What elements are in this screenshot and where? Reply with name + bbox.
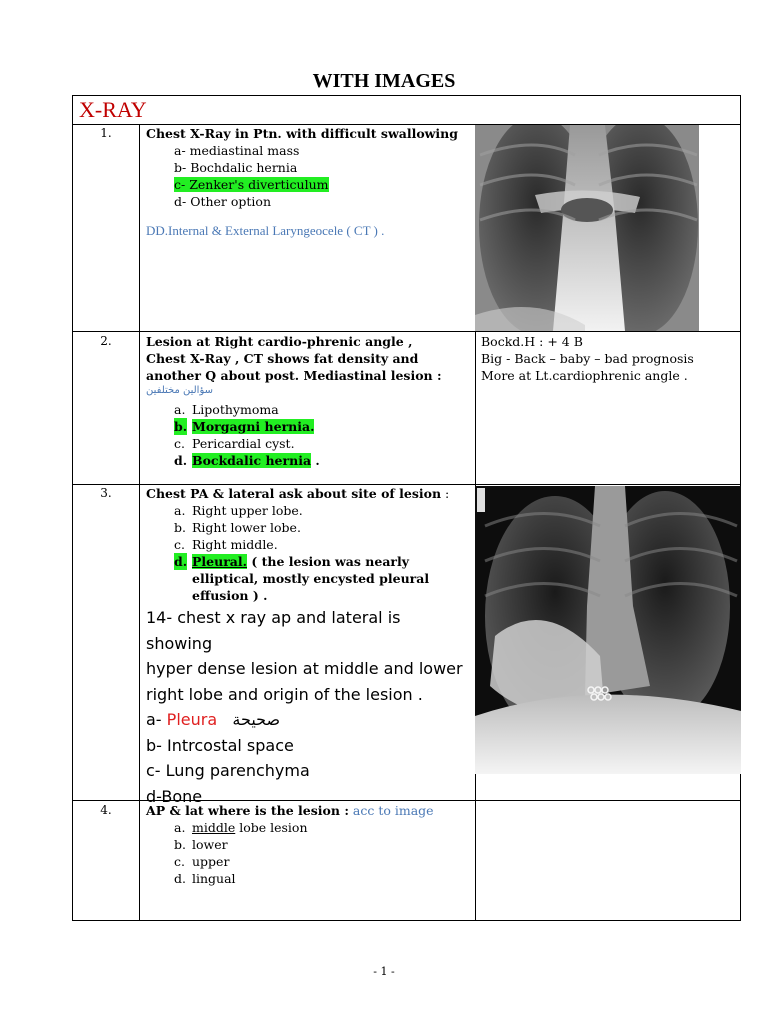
option-b-correct: b. Morgagni hernia. xyxy=(174,419,315,434)
row-number: 4. xyxy=(100,803,112,817)
option-d: d. Bockdalic hernia . xyxy=(174,453,320,468)
row-2-question-cell xyxy=(146,333,471,469)
option-c: c. upper xyxy=(174,854,230,869)
option-c: c. Pericardial cyst. xyxy=(174,436,295,451)
note-line-1: Bockd.H : + 4 B xyxy=(481,334,583,349)
option-a: a- mediastinal mass xyxy=(174,143,300,158)
question-text: AP & lat where is the lesion : xyxy=(146,803,349,818)
option-d-correct: d. Pleural. ( the lesion was nearly elliptical, mostly encysted pleural effusion ) . xyxy=(174,554,430,603)
row-number: 2. xyxy=(100,334,112,348)
alt-option-d: d-Bone xyxy=(146,786,203,806)
alt-option-b: b- Intrcostal space xyxy=(146,735,294,755)
row-1-question-cell xyxy=(146,125,471,239)
option-d: d- Other option xyxy=(174,194,271,209)
row-3-question-cell: Chest PA & lateral ask about site of lesion : a. Right upper lobe. b. Right lower lobe. c. Right middle. d. Pleural. ( the lesion was nearly elliptical, mostly encysted pleural effusion ) . 14- chest x ray ap and lateral is showing hyper dense lesion at middle and lower right lobe and origin of the lesion . a- Pleura صحيحة b- Intrcostal space c- Lung parenchyma d-Bone xyxy=(146,485,471,809)
question-line-2: Chest X-Ray , CT shows fat density and xyxy=(146,351,419,366)
row-number: 1. xyxy=(100,126,112,140)
row-divider xyxy=(73,331,740,332)
section-title: X-RAY xyxy=(79,97,147,122)
alt-question-line-1: 14- chest x ray ap and lateral is showing xyxy=(146,608,401,653)
page-number: - 1 - xyxy=(373,965,395,978)
col-divider xyxy=(139,124,140,921)
dd-note: DD.Internal & External Laryngeocele ( CT ) . xyxy=(146,223,385,238)
option-d: d. lingual xyxy=(174,871,236,886)
option-b: b. Right lower lobe. xyxy=(174,520,301,535)
option-a: a. middle lobe lesion xyxy=(174,820,308,835)
question-note: acc to image xyxy=(348,803,434,818)
alt-question-block xyxy=(146,605,471,809)
question-line-3: another Q about post. Mediastinal lesion : xyxy=(146,368,442,383)
option-b: b. lower xyxy=(174,837,228,852)
question-line-1: Lesion at Right cardio-phrenic angle , xyxy=(146,334,413,349)
chest-xray-image-1 xyxy=(475,125,699,331)
alt-question-line-2: hyper dense lesion at middle and lower xyxy=(146,659,463,678)
note-line-2: Big - Back – baby – bad prognosis xyxy=(481,351,694,366)
option-a: a. Lipothymoma xyxy=(174,402,279,417)
note-line-3: More at Lt.cardiophrenic angle . xyxy=(481,368,688,383)
question-table xyxy=(72,95,741,921)
row-2-notes-cell xyxy=(481,333,739,384)
option-c-correct: c- Zenker's diverticulum xyxy=(174,177,329,192)
option-b: b- Bochdalic hernia xyxy=(174,160,298,175)
chest-xray-image-2 xyxy=(475,486,741,774)
page-title: WITH IMAGES xyxy=(312,70,456,92)
alt-question-line-3: right lobe and origin of the lesion . xyxy=(146,684,423,704)
question-text: Chest X-Ray in Ptn. with difficult swallowing xyxy=(146,126,458,141)
row-number: 3. xyxy=(100,486,112,500)
alt-option-a: a- Pleura صحيحة xyxy=(146,710,281,729)
option-a: a. Right upper lobe. xyxy=(174,503,303,518)
option-c: c. Right middle. xyxy=(174,537,278,552)
alt-option-c: c- Lung parenchyma xyxy=(146,761,310,780)
arabic-note: سؤالين مختلفين xyxy=(146,385,214,396)
row-4-question-cell xyxy=(146,802,471,887)
question-text: Chest PA & lateral ask about site of lesion xyxy=(146,486,442,501)
